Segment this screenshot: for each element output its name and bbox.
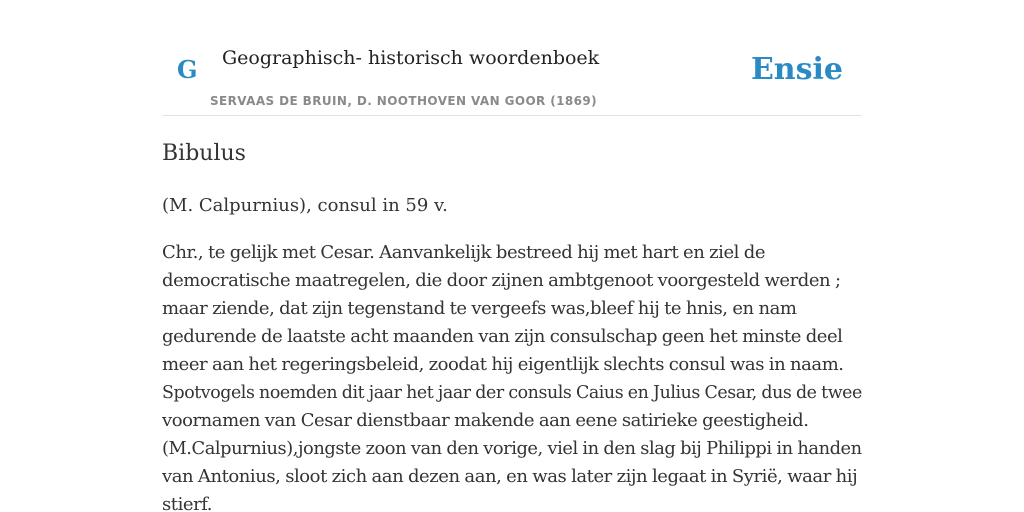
book-author: SERVAAS DE BRUIN, D. NOOTHOVEN VAN GOOR (1869) — [210, 94, 598, 108]
book-letter-badge: G — [177, 55, 198, 84]
book-title[interactable]: Geographisch- historisch woordenboek — [222, 47, 600, 69]
body-line: gedurende de laatste acht maanden van zijn consulschap geen het minste deel — [162, 326, 843, 347]
body-line: Spotvogels noemden dit jaar het jaar der consuls Caius en Julius Cesar, dus de twee — [162, 382, 862, 403]
entry-title: Bibulus — [162, 141, 246, 166]
source-header — [162, 0, 862, 116]
body-line: maar ziende, dat zijn tegenstand te vergeefs was,bleef hij te hnis, en nam — [162, 298, 797, 319]
entry-subtitle: (M. Calpurnius), consul in 59 v. — [162, 195, 448, 216]
body-line: democratische maatregelen, die door zijnen ambtgenoot voorgesteld werden ; — [162, 270, 841, 291]
body-line: voornamen van Cesar dienstbaar makende aan eene satirieke geestigheid. — [162, 410, 809, 431]
body-line: (M.Calpurnius),jongste zoon van den vorige, viel in den slag bij Philippi in handen — [162, 438, 862, 459]
body-line: meer aan het regeringsbeleid, zoodat hij eigentlijk slechts consul was in naam. — [162, 354, 844, 375]
body-line: Chr., te gelijk met Cesar. Aanvankelijk bestreed hij met hart en ziel de — [162, 242, 766, 263]
body-line: van Antonius, sloot zich aan dezen aan, en was later zijn legaat in Syrië, waar hij — [162, 466, 858, 487]
entry-body — [162, 239, 862, 512]
brand-logo[interactable]: Ensie — [750, 52, 843, 87]
body-line: stierf. — [162, 494, 213, 512]
